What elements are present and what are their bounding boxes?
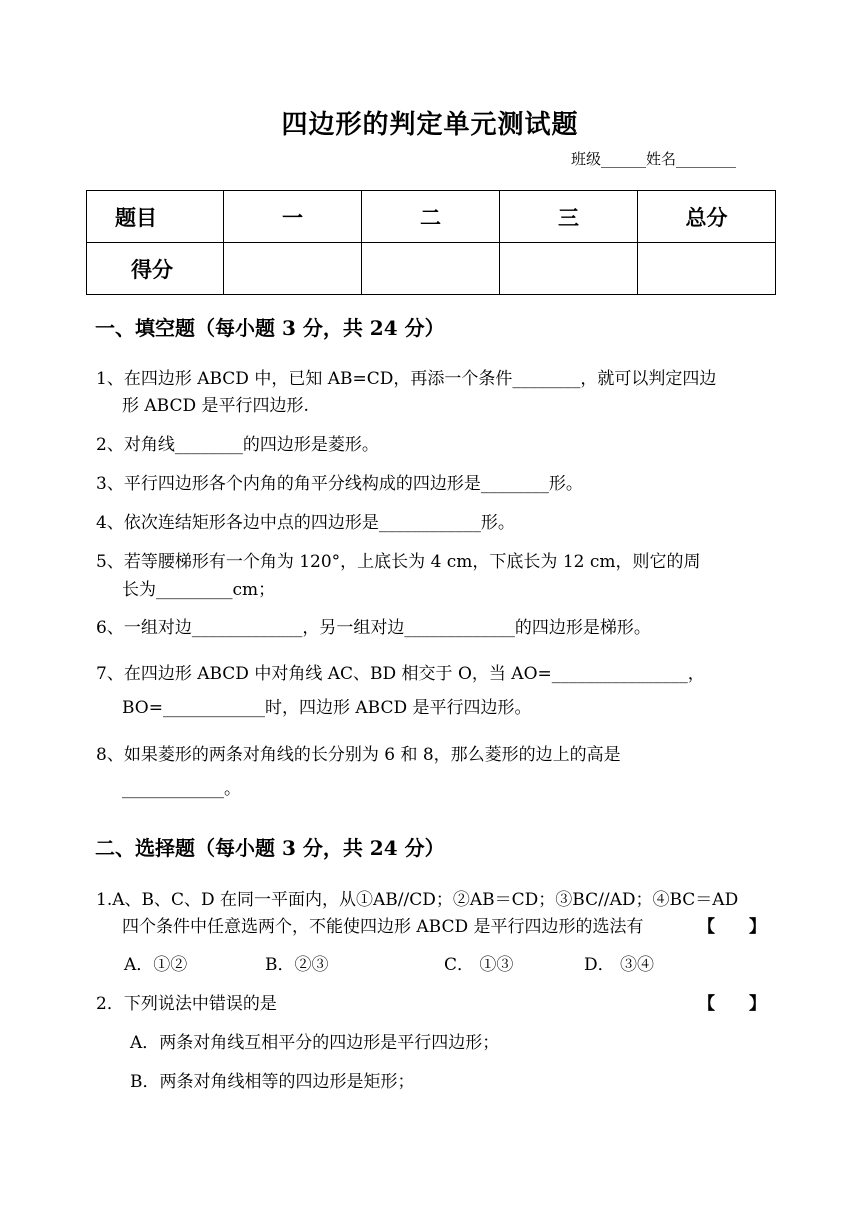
score-table-header-row	[87, 191, 776, 243]
score-cell[interactable]	[638, 243, 776, 295]
section-2-heading: 二、选择题（每小题 3 分，共 24 分）	[95, 836, 445, 860]
page-title: 四边形的判定单元测试题	[281, 110, 579, 140]
score-table-score-row	[87, 243, 776, 295]
choice-question-2-option-b: B．两条对角线相等的四边形是矩形；	[130, 1072, 415, 1092]
fill-question-4: 4、依次连结矩形各边中点的四边形是____________形。	[96, 513, 515, 533]
score-cell[interactable]	[224, 243, 362, 295]
choice-option-b: B．②③	[265, 955, 329, 975]
fill-question-3: 3、平行四边形各个内角的角平分线构成的四边形是________形。	[96, 474, 583, 494]
choice-option-d: D． ③④	[584, 955, 655, 975]
fill-question-2: 2、对角线________的四边形是菱形。	[96, 435, 379, 455]
score-cell[interactable]	[500, 243, 638, 295]
fill-question-1-line-1: 1、在四边形 ABCD 中，已知 AB=CD，再添一个条件________，就可以判定四边	[96, 369, 717, 389]
fill-question-8-line-1: 8、如果菱形的两条对角线的长分别为 6 和 8，那么菱形的边上的高是	[96, 745, 621, 765]
score-table-header: 题目	[87, 191, 224, 243]
choice-option-a: A．①②	[124, 955, 188, 975]
choice-question-1-line-2: 四个条件中任意选两个，不能使四边形 ABCD 是平行四边形的选法有	[122, 917, 644, 937]
score-table-header: 一	[224, 191, 362, 243]
choice-question-1-line-1: 1.A、B、C、D 在同一平面内，从①AB//CD；②AB＝CD；③BC//AD；④BC＝AD	[96, 890, 739, 910]
score-table	[86, 190, 776, 295]
score-table-header: 三	[500, 191, 638, 243]
fill-question-8-line-2: ____________。	[122, 779, 241, 799]
score-cell[interactable]	[362, 243, 500, 295]
choice-question-2: 2．下列说法中错误的是	[96, 994, 277, 1014]
answer-bracket: 【 】	[698, 994, 766, 1014]
class-name-line: 班级______姓名________	[570, 150, 736, 168]
answer-bracket: 【 】	[698, 917, 766, 937]
score-table-header: 总分	[638, 191, 776, 243]
fill-question-5-line-1: 5、若等腰梯形有一个角为 120°，上底长为 4 cm，下底长为 12 cm，则它的周	[96, 552, 701, 572]
section-1-heading: 一、填空题（每小题 3 分，共 24 分）	[95, 316, 445, 340]
fill-question-1-line-2: 形 ABCD 是平行四边形.	[122, 396, 309, 416]
fill-question-7-line-2: BO=____________时，四边形 ABCD 是平行四边形。	[122, 698, 532, 718]
fill-question-5-line-2: 长为_________cm；	[122, 580, 276, 600]
score-row-label: 得分	[87, 243, 224, 295]
fill-question-6: 6、一组对边_____________，另一组对边_____________的四边形是梯形。	[96, 618, 651, 638]
choice-question-2-option-a: A．两条对角线互相平分的四边形是平行四边形；	[130, 1033, 500, 1053]
fill-question-7-line-1: 7、在四边形 ABCD 中对角线 AC、BD 相交于 O，当 AO=________________，	[96, 664, 705, 684]
choice-option-c: C． ①③	[444, 955, 514, 975]
score-table-header: 二	[362, 191, 500, 243]
